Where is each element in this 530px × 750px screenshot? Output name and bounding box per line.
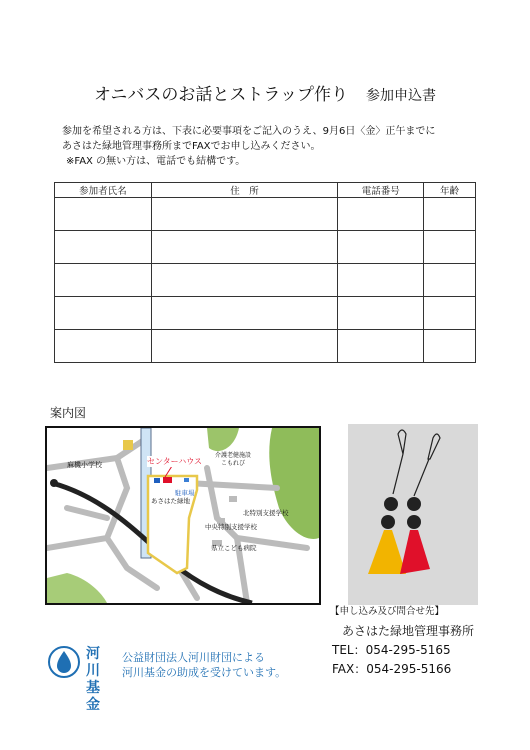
name-cell[interactable] — [55, 330, 152, 363]
building-blue-marker — [154, 478, 160, 483]
title-main: オニバスのお話とストラップ作り — [94, 85, 348, 105]
age-cell[interactable] — [424, 297, 476, 330]
contact-fax: FAX：054-295-5166 — [332, 662, 452, 676]
label-park-name: あさはた緑地 — [151, 497, 190, 505]
table-row — [55, 264, 476, 297]
strap-illustration — [348, 424, 478, 605]
contact-phone: TEL：054-295-5165 — [332, 643, 451, 657]
label-care-facility — [215, 452, 251, 468]
access-map — [45, 426, 321, 605]
river-fund-logo-icon — [48, 645, 80, 679]
header-age: 年齢 — [424, 183, 476, 198]
strap-loop-right — [428, 434, 440, 459]
phone-cell[interactable] — [338, 231, 424, 264]
fund-name: 河川基金 — [86, 646, 103, 713]
label-parking: 駐車場 — [175, 489, 195, 497]
age-cell[interactable] — [424, 231, 476, 264]
age-cell[interactable] — [424, 264, 476, 297]
application-form-table — [54, 182, 476, 363]
center-house-marker — [163, 477, 172, 483]
label-center-house: センターハウス — [147, 457, 203, 466]
header-participant-name: 参加者氏名 — [55, 183, 152, 198]
header-phone: 電話番号 — [338, 183, 424, 198]
phone-cell[interactable] — [338, 297, 424, 330]
tassel-red — [400, 530, 430, 574]
strap-photo — [348, 424, 478, 605]
bead-right-bottom — [407, 515, 421, 529]
page-title — [0, 80, 530, 105]
fund-text — [122, 650, 286, 680]
title-sub: 参加申込書 — [365, 88, 436, 104]
name-cell[interactable] — [55, 198, 152, 231]
strap-loop-left — [398, 430, 406, 454]
phone-cell[interactable] — [338, 330, 424, 363]
header-address: 住 所 — [151, 183, 338, 198]
name-cell[interactable] — [55, 264, 152, 297]
hill-southwest — [47, 573, 107, 603]
hill-east — [269, 428, 319, 539]
tassel-yellow — [368, 530, 406, 574]
intro-line-2: あさはた緑地管理事務所までFAXでお申し込みください。 — [62, 141, 321, 152]
contact-organization: あさはた緑地管理事務所 — [342, 624, 475, 638]
address-cell[interactable] — [151, 231, 338, 264]
table-row — [55, 231, 476, 264]
map-heading: 案内図 — [50, 406, 87, 420]
bead-left-top — [384, 497, 398, 511]
address-cell[interactable] — [151, 198, 338, 231]
label-hospital: 県立こども病院 — [211, 544, 257, 552]
table-row — [55, 297, 476, 330]
name-cell[interactable] — [55, 231, 152, 264]
contact-heading: 【申し込み及び問合せ先】 — [330, 606, 445, 617]
name-cell[interactable] — [55, 297, 152, 330]
phone-cell[interactable] — [338, 264, 424, 297]
label-care-facility-line-2: こもれび — [221, 460, 246, 467]
age-cell[interactable] — [424, 330, 476, 363]
age-cell[interactable] — [424, 198, 476, 231]
address-cell[interactable] — [151, 330, 338, 363]
label-central-school: 中央特別支援学校 — [205, 523, 257, 531]
parking-marker — [184, 478, 189, 482]
fund-line-1: 公益財団法人河川財団による — [122, 651, 265, 664]
label-elementary-school: 麻機小学校 — [67, 461, 102, 469]
bead-left-bottom — [381, 515, 395, 529]
label-north-school: 北特別支援学校 — [243, 509, 289, 517]
school-marker — [123, 440, 133, 450]
road-end-marker — [50, 479, 58, 487]
address-cell[interactable] — [151, 264, 338, 297]
label-care-facility-line-1: 介護老健施設 — [215, 452, 252, 459]
north-school-block — [229, 496, 237, 502]
address-cell[interactable] — [151, 297, 338, 330]
intro-line-1: 参加を希望される方は、下表に必要事項をご記入のうえ、9月6日〈金〉正午までに — [62, 126, 436, 137]
fund-line-2: 河川基金の助成を受けています。 — [122, 666, 287, 679]
intro-text — [62, 124, 435, 169]
bead-right-top — [407, 497, 421, 511]
table-header-row — [55, 183, 476, 198]
intro-line-3: ※FAX の無い方は、電話でも結構です。 — [66, 156, 246, 167]
hill-north — [207, 428, 239, 451]
phone-cell[interactable] — [338, 198, 424, 231]
table-row — [55, 330, 476, 363]
table-row — [55, 198, 476, 231]
